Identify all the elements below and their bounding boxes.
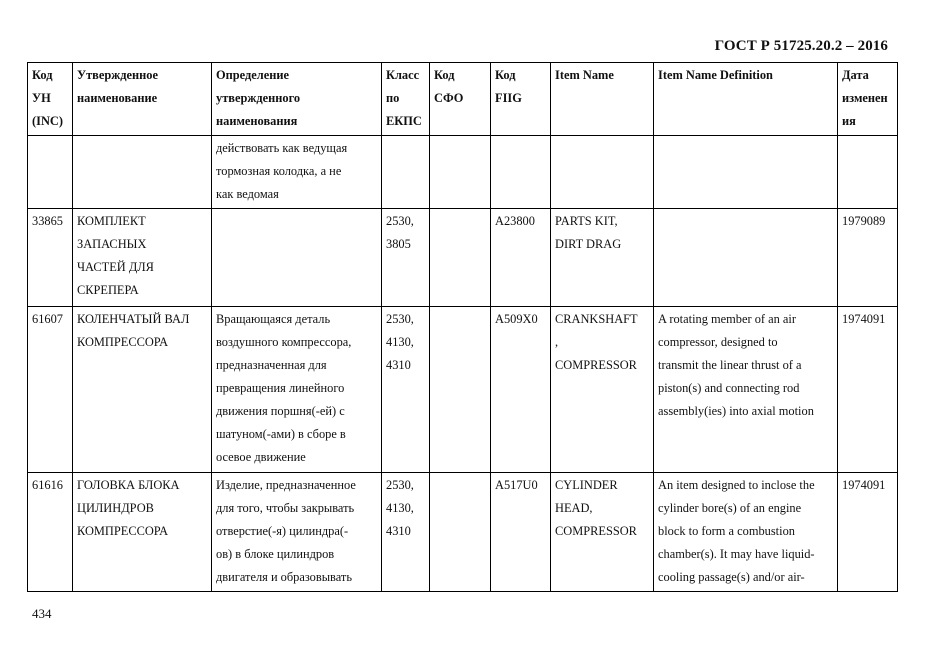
cell-sfo-code [430, 473, 491, 592]
cell-ekps-class: 2530, 4130, 4310 [382, 473, 430, 592]
cell-item-name [551, 136, 654, 209]
column-header-item-name: Item Name [551, 63, 654, 136]
cell-inc [28, 136, 73, 209]
cell-item-name-definition [654, 136, 838, 209]
cell-change-date: 1974091 [838, 473, 898, 592]
table-row [28, 473, 898, 592]
cell-approved-name [73, 136, 212, 209]
cell-item-name: CYLINDER HEAD, COMPRESSOR [551, 473, 654, 592]
cell-change-date [838, 136, 898, 209]
cell-approved-name: КОЛЕНЧАТЫЙ ВАЛ КОМПРЕССОРА [73, 307, 212, 473]
cell-inc: 33865 [28, 209, 73, 307]
cell-inc: 61607 [28, 307, 73, 473]
cell-item-name-definition: A rotating member of an air compressor, designed to transmit the linear thrust of a piston(s) and connecting rod assembly(ies) into axial motion [654, 307, 838, 473]
cell-sfo-code [430, 136, 491, 209]
cell-fiig-code: A517U0 [491, 473, 551, 592]
cell-change-date: 1979089 [838, 209, 898, 307]
cell-fiig-code: A509X0 [491, 307, 551, 473]
table-header-row [28, 63, 898, 136]
column-header-inc: Код УН (INC) [28, 63, 73, 136]
cell-inc: 61616 [28, 473, 73, 592]
document-standard-header: ГОСТ Р 51725.20.2 – 2016 [714, 38, 888, 54]
cell-item-name: PARTS KIT, DIRT DRAG [551, 209, 654, 307]
cell-ekps-class: 2530, 4130, 4310 [382, 307, 430, 473]
cell-item-name: CRANKSHAFT , COMPRESSOR [551, 307, 654, 473]
cell-item-name-definition [654, 209, 838, 307]
column-header-ekps-class: Класс по ЕКПС [382, 63, 430, 136]
column-header-name-definition: Определение утвержденного наименования [212, 63, 382, 136]
classification-table [27, 62, 898, 592]
cell-item-name-definition: An item designed to inclose the cylinder bore(s) of an engine block to form a combustion chamber(s). It may have liquid- cooling passage(s) and/or air- [654, 473, 838, 592]
cell-name-definition: Изделие, предназначенное для того, чтобы закрывать отверстие(-я) цилиндра(- ов) в блоке цилиндров двигателя и образовывать [212, 473, 382, 592]
table-row [28, 307, 898, 473]
cell-change-date: 1974091 [838, 307, 898, 473]
cell-fiig-code: A23800 [491, 209, 551, 307]
cell-name-definition: Вращающаяся деталь воздушного компрессора, предназначенная для превращения линейного движения поршня(-ей) с шатуном(-ами) в сборе в осевое движение [212, 307, 382, 473]
column-header-fiig-code: Код FIIG [491, 63, 551, 136]
cell-approved-name: ГОЛОВКА БЛОКА ЦИЛИНДРОВ КОМПРЕССОРА [73, 473, 212, 592]
cell-approved-name: КОМПЛЕКТ ЗАПАСНЫХ ЧАСТЕЙ ДЛЯ СКРЕПЕРА [73, 209, 212, 307]
cell-name-definition [212, 209, 382, 307]
cell-ekps-class: 2530, 3805 [382, 209, 430, 307]
page-number: 434 [32, 606, 52, 621]
table-row [28, 136, 898, 209]
column-header-change-date: Дата изменен ия [838, 63, 898, 136]
cell-sfo-code [430, 307, 491, 473]
cell-fiig-code [491, 136, 551, 209]
column-header-approved-name: Утвержденное наименование [73, 63, 212, 136]
table-row [28, 209, 898, 307]
cell-name-definition: действовать как ведущая тормозная колодка, а не как ведомая [212, 136, 382, 209]
column-header-item-name-definition: Item Name Definition [654, 63, 838, 136]
column-header-sfo-code: Код СФО [430, 63, 491, 136]
cell-sfo-code [430, 209, 491, 307]
cell-ekps-class [382, 136, 430, 209]
